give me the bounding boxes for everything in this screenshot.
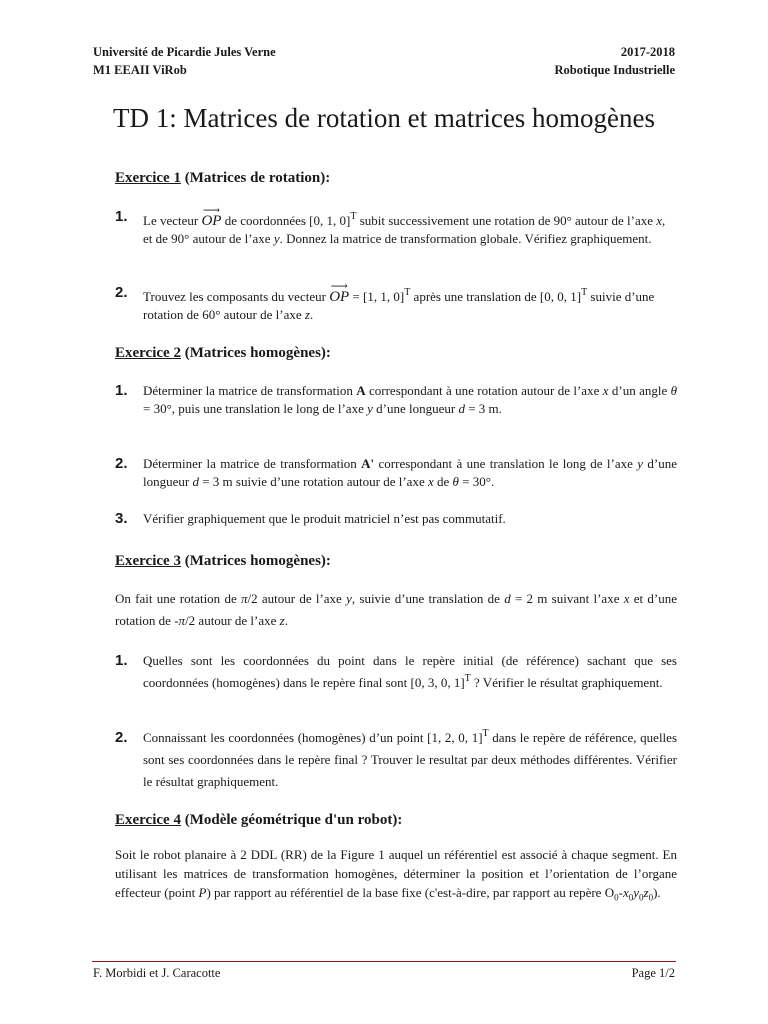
- text-segment: d’une longueur: [143, 456, 677, 489]
- text-segment: de coordonnées [0, 1, 0]: [221, 213, 351, 228]
- math-variable: θ: [670, 383, 677, 398]
- text-segment: Trouvez les composants du vecteur: [143, 289, 330, 304]
- question-text: [143, 382, 677, 418]
- text-segment: /2 autour de l’axe: [185, 613, 280, 628]
- math-variable: x: [602, 383, 609, 398]
- math-variable: π: [240, 591, 248, 606]
- text-segment: .: [284, 613, 288, 628]
- text-segment: correspondant à une translation le long de l’axe: [374, 456, 638, 471]
- vector-arrow-icon: ⟶: [202, 203, 221, 217]
- exercise-3-label: Exercice 3: [115, 553, 181, 569]
- text-segment: On fait une rotation de: [115, 591, 241, 606]
- header-left: [93, 43, 276, 79]
- math-variable: y: [637, 456, 644, 471]
- math-variable: d: [192, 474, 199, 489]
- text-segment: Quelles sont les coordonnées du point dans le repère initial (de référence) sachant que ses coordonnées (homogènes) dans le repère final sont [0, 3, 0, 1]: [143, 653, 677, 690]
- text-segment: suivie d’une rotation de 60° autour de l’axe: [143, 289, 655, 322]
- question-number: 2.: [115, 284, 128, 301]
- exercise-3-subtitle: (Matrices homogènes):: [184, 553, 331, 569]
- math-variable: x: [622, 885, 629, 900]
- vector-arrow-icon: ⟶: [330, 279, 348, 293]
- math-variable: y: [346, 591, 352, 606]
- exercise-1-label: Exercice 1: [115, 170, 181, 186]
- text-segment: = 2 m suivant l’axe: [510, 591, 624, 606]
- text-segment: d’une longueur: [372, 401, 459, 416]
- transpose-mark: T: [482, 728, 489, 739]
- math-variable: P: [198, 885, 207, 900]
- exercise-2-subtitle: (Matrices homogènes):: [184, 345, 331, 361]
- subscript: 0: [648, 892, 654, 903]
- question-text: [143, 279, 677, 324]
- subscript: 0: [614, 892, 619, 903]
- exercise-1-question-1: [115, 203, 677, 248]
- question-number: 1.: [115, 652, 128, 669]
- subscript: 0: [628, 892, 634, 903]
- math-variable: θ: [452, 474, 459, 489]
- text-segment: dans le repère de référence, quelles sont ses coordonnées dans le repère final ? Trouver le resultat par deux méthodes différentes. Vérifier le résultat graphiquement.: [143, 730, 678, 789]
- exercise-2-question-2: [115, 455, 677, 491]
- text-segment: = 30°.: [458, 474, 495, 489]
- text-segment: /2 autour de l’axe: [247, 591, 347, 606]
- text-segment: .: [309, 307, 314, 322]
- math-variable: y: [633, 885, 639, 900]
- text-segment: ) par rapport au référentiel de la base fixe (c'est-à-dire, par rapport au repère O: [206, 885, 615, 900]
- page-number: Page 1/2: [631, 966, 675, 980]
- text-segment: ? Vérifier le résultat graphiquement.: [470, 675, 663, 690]
- exercise-4-subtitle: (Modèle géométrique d'un robot):: [184, 812, 403, 828]
- transpose-mark: T: [581, 287, 588, 298]
- math-variable: z: [643, 885, 649, 900]
- text-segment: Le vecteur: [143, 213, 202, 228]
- text-segment: = 3 m.: [464, 401, 502, 416]
- course-name: Robotique Industrielle: [554, 63, 675, 77]
- exercise-2-question-1: [115, 382, 677, 418]
- question-text: Vérifier graphiquement que le produit matriciel n’est pas commutatif.: [143, 511, 506, 526]
- transpose-mark: T: [464, 673, 471, 684]
- vector-label: OP: [201, 213, 222, 229]
- exercise-3-heading: [115, 551, 331, 571]
- exercise-3-question-1: [115, 650, 677, 694]
- text-segment: = 30°, puis une translation le long de l’axe: [143, 401, 368, 416]
- text-segment: Soit le robot planaire à 2 DDL (RR) de la Figure 1 auquel un référentiel est associé à chaque segment. En utilisant les matrices de transformation homogènes, déterminer la position et l’orientation de l’organe effecteur (point: [115, 847, 677, 900]
- math-variable: z: [279, 613, 285, 628]
- math-variable: π: [178, 613, 186, 628]
- exercise-4-label: Exercice 4: [115, 812, 181, 828]
- exercise-4-heading: [115, 810, 402, 830]
- question-number: 1.: [115, 208, 128, 225]
- text-segment: et d’une rotation de -: [115, 591, 677, 628]
- program-name: M1 EEAII ViRob: [93, 63, 187, 77]
- text-segment: -: [618, 885, 623, 900]
- math-variable: z: [304, 307, 310, 322]
- math-variable: x: [623, 591, 630, 606]
- question-number: 3.: [115, 510, 128, 527]
- math-variable: y: [273, 231, 280, 246]
- question-text: [143, 455, 677, 491]
- exercise-2-question-3: [115, 510, 677, 528]
- text-segment: = 3 m suivie d’une rotation autour de l’axe: [198, 474, 428, 489]
- transpose-mark: T: [404, 287, 411, 298]
- exercise-4-text: [115, 845, 677, 908]
- exercise-2-label: Exercice 2: [115, 345, 181, 361]
- text-segment: Déterminer la matrice de transformation: [143, 456, 362, 471]
- text-segment: subit successivement une rotation de 90° autour de l’axe: [356, 213, 657, 228]
- question-number: 2.: [115, 455, 128, 472]
- subscript: 0: [639, 892, 644, 903]
- transpose-mark: T: [350, 211, 357, 222]
- text-segment: d’un angle: [608, 383, 671, 398]
- text-segment: après une translation de [0, 0, 1]: [410, 289, 582, 304]
- university-name: Université de Picardie Jules Verne: [93, 45, 276, 59]
- matrix-symbol: A: [356, 383, 366, 398]
- page-title: TD 1: Matrices de rotation et matrices homogènes: [112, 103, 656, 133]
- text-segment: = [1, 1, 0]: [349, 289, 405, 304]
- text-segment: Connaissant les coordonnées (homogènes) d’un point [1, 2, 0, 1]: [143, 730, 483, 745]
- exercise-3-question-2: [115, 727, 677, 793]
- text-segment: . Donnez la matrice de transformation globale. Vérifiez graphiquement.: [279, 231, 652, 246]
- text-segment: correspondant à une rotation autour de l’axe: [365, 383, 603, 398]
- text-segment: , suivie d’une translation de: [351, 591, 505, 606]
- text-segment: Déterminer la matrice de transformation: [143, 383, 357, 398]
- vector-label: OP: [329, 289, 350, 305]
- text-segment: ).: [653, 885, 661, 900]
- math-variable: d: [458, 401, 465, 416]
- text-segment: , et de 90° autour de l’axe: [143, 213, 666, 246]
- exercise-1-question-2: [115, 279, 677, 324]
- question-text: [143, 650, 677, 694]
- academic-year: 2017-2018: [620, 45, 675, 59]
- text-segment: de: [433, 474, 453, 489]
- vector-op: [329, 279, 350, 306]
- vector-op: [201, 203, 222, 230]
- matrix-symbol: A': [361, 456, 375, 471]
- question-number: 2.: [115, 729, 128, 746]
- math-variable: x: [427, 474, 434, 489]
- exercise-2-heading: [115, 343, 331, 363]
- question-number: 1.: [115, 382, 128, 399]
- header-right: [554, 43, 675, 79]
- footer-rule: [92, 961, 676, 962]
- footer-authors: F. Morbidi et J. Caracotte: [93, 966, 221, 980]
- exercise-1-subtitle: (Matrices de rotation):: [184, 170, 331, 186]
- math-variable: y: [367, 401, 373, 416]
- math-variable: x: [656, 213, 663, 228]
- question-text: [143, 203, 677, 248]
- math-variable: d: [504, 591, 511, 606]
- exercise-3-intro: [115, 588, 677, 632]
- exercise-1-heading: [115, 168, 330, 188]
- question-text: [143, 727, 677, 793]
